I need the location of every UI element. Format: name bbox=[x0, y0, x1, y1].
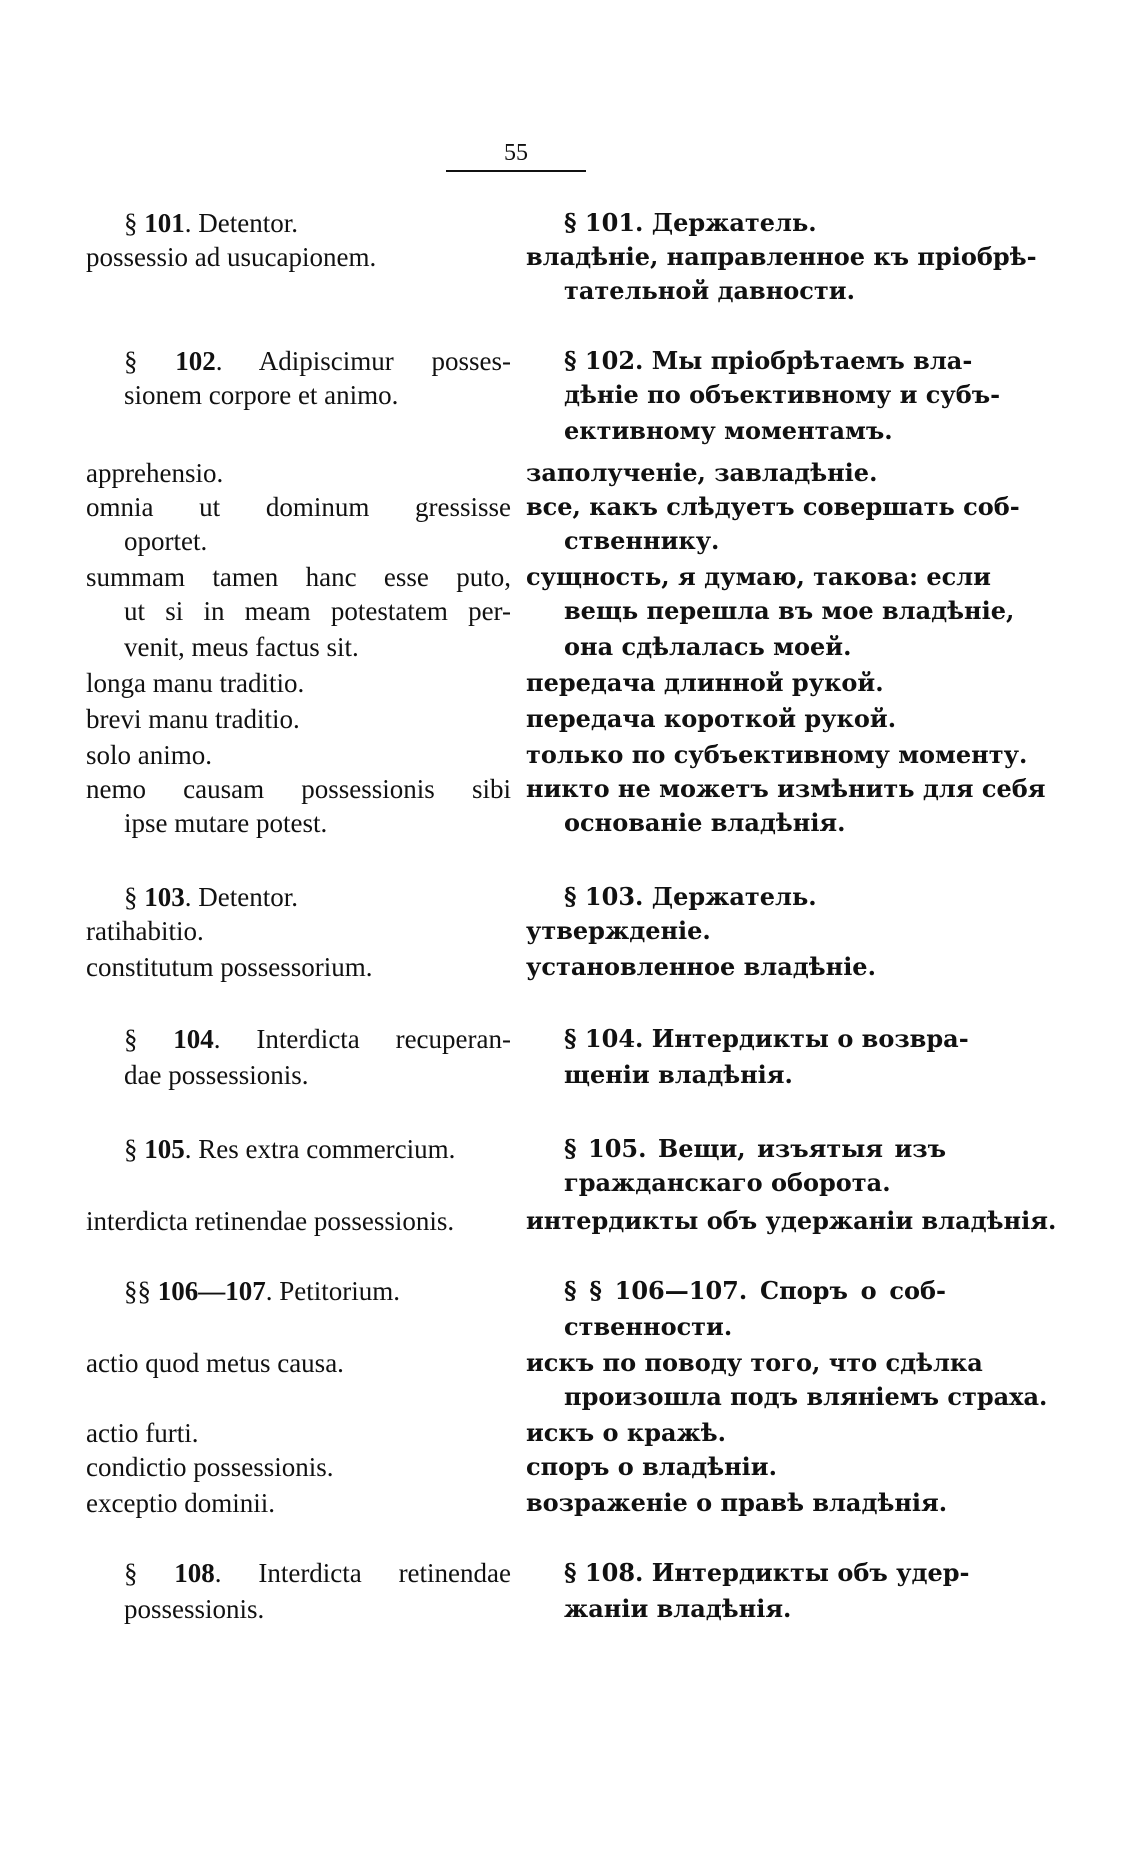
section-sign: § bbox=[564, 1024, 577, 1053]
section-title: . Интердикты о возвра- bbox=[635, 1024, 969, 1053]
russian-line: жаніи владѣнія. bbox=[564, 1594, 792, 1623]
latin-line: constitutum possessorium. bbox=[86, 952, 373, 982]
section-number: 108 bbox=[584, 1558, 636, 1587]
russian-line: щеніи владѣнія. bbox=[564, 1060, 793, 1089]
section-number: 108 bbox=[174, 1558, 215, 1588]
russian-line: споръ о владѣніи. bbox=[526, 1452, 777, 1481]
section-title: . Споръ о соб- bbox=[738, 1276, 946, 1305]
latin-line: actio quod metus causa. bbox=[86, 1348, 344, 1378]
section-sign: § bbox=[124, 346, 138, 376]
latin-line: possessio ad usucapionem. bbox=[86, 242, 377, 272]
russian-section-101-heading bbox=[526, 208, 946, 238]
section-number: 105 bbox=[144, 1134, 185, 1164]
section-number: 101 bbox=[144, 208, 185, 238]
section-sign: § bbox=[564, 1134, 577, 1163]
section-number: 102 bbox=[584, 346, 636, 375]
russian-line: гражданскаго оборота. bbox=[564, 1168, 891, 1197]
section-sign: § bbox=[564, 1558, 577, 1587]
latin-line: apprehensio. bbox=[86, 458, 224, 488]
russian-line: ственности. bbox=[564, 1312, 733, 1341]
latin-line: oportet. bbox=[124, 526, 208, 556]
section-title: . Interdicta retinendae bbox=[214, 1558, 511, 1588]
section-sign: § bbox=[124, 208, 138, 238]
russian-line: искъ по поводу того, что сдѣлка bbox=[526, 1348, 983, 1377]
latin-line: longa manu traditio. bbox=[86, 668, 305, 698]
russian-line: ственнику. bbox=[564, 526, 720, 555]
section-title: . Интердикты объ удер- bbox=[635, 1558, 970, 1587]
section-number: 106—107 bbox=[614, 1276, 739, 1305]
russian-section-108-heading bbox=[526, 1558, 970, 1588]
latin-section-104-heading bbox=[86, 1024, 511, 1054]
latin-section-108-heading bbox=[86, 1558, 511, 1588]
russian-section-102-heading bbox=[526, 346, 973, 376]
section-sign: § bbox=[564, 882, 577, 911]
russian-line: утвержденіе. bbox=[526, 916, 711, 945]
section-title: . Держатель. bbox=[635, 882, 817, 911]
section-sign: § bbox=[564, 346, 577, 375]
latin-line: nemo causam possessionis sibi bbox=[86, 774, 511, 804]
russian-line: установленное владѣніе. bbox=[526, 952, 876, 981]
latin-line: ut si in meam potestatem per- bbox=[124, 596, 511, 626]
section-title: . Detentor. bbox=[184, 882, 298, 912]
section-number: 102 bbox=[175, 346, 216, 376]
latin-line: exceptio dominii. bbox=[86, 1488, 275, 1518]
russian-line: возраженіе о правѣ владѣнія. bbox=[526, 1488, 948, 1517]
page-number-rule bbox=[446, 170, 586, 172]
section-number: 104 bbox=[173, 1024, 214, 1054]
russian-line: произошла подъ вляніемъ страха. bbox=[564, 1382, 1048, 1411]
russian-line: ективному моментамъ. bbox=[564, 416, 893, 445]
section-sign: § § bbox=[564, 1276, 602, 1305]
russian-section-106-heading bbox=[526, 1276, 946, 1306]
latin-line: omnia ut dominum gressisse bbox=[86, 492, 511, 522]
russian-section-105-heading bbox=[526, 1134, 946, 1164]
latin-section-105-heading bbox=[86, 1134, 511, 1164]
russian-line: все, какъ слѣдуетъ совершать соб- bbox=[526, 492, 1020, 521]
section-number: 103 bbox=[144, 882, 185, 912]
section-number: 105 bbox=[588, 1134, 639, 1163]
latin-line: solo animo. bbox=[86, 740, 212, 770]
russian-line: тательной давности. bbox=[564, 276, 855, 305]
russian-line: только по субъективному моменту. bbox=[526, 740, 1028, 769]
russian-line: никто не можетъ измѣнить для себя bbox=[526, 774, 1046, 803]
section-sign: § bbox=[124, 1558, 138, 1588]
section-title: . Petitorium. bbox=[265, 1276, 400, 1306]
russian-line: дѣніе по объективному и субъ- bbox=[564, 380, 1001, 409]
section-number: 101 bbox=[584, 208, 636, 237]
latin-section-106-heading bbox=[86, 1276, 511, 1306]
latin-section-101-heading bbox=[86, 208, 511, 238]
latin-line: summam tamen hanc esse puto, bbox=[86, 562, 511, 592]
section-number: 104 bbox=[584, 1024, 636, 1053]
russian-line: искъ о кражѣ. bbox=[526, 1418, 727, 1447]
section-sign: § bbox=[124, 882, 138, 912]
latin-line: dae possessionis. bbox=[124, 1060, 309, 1090]
latin-line: ratihabitio. bbox=[86, 916, 204, 946]
latin-line: sionem corpore et animo. bbox=[124, 380, 399, 410]
section-number: 106—107 bbox=[157, 1276, 266, 1306]
section-sign: §§ bbox=[124, 1276, 151, 1306]
latin-line: brevi manu traditio. bbox=[86, 704, 300, 734]
latin-section-102-heading bbox=[86, 346, 511, 376]
russian-line: она сдѣлалась моей. bbox=[564, 632, 852, 661]
russian-line: интердикты объ удержаніи владѣнія. bbox=[526, 1206, 1057, 1235]
russian-line: заполученіе, завладѣніе. bbox=[526, 458, 878, 487]
section-number: 103 bbox=[584, 882, 636, 911]
russian-line: передача длинной рукой. bbox=[526, 668, 884, 697]
section-title: . Adipiscimur posses- bbox=[215, 346, 511, 376]
latin-line: actio furti. bbox=[86, 1418, 199, 1448]
latin-line: possessionis. bbox=[124, 1594, 265, 1624]
section-sign: § bbox=[124, 1134, 138, 1164]
russian-section-104-heading bbox=[526, 1024, 969, 1054]
section-title: . Res extra commercium. bbox=[184, 1134, 456, 1164]
section-title: . Interdicta recuperan- bbox=[213, 1024, 511, 1054]
latin-line: interdicta retinendae possessionis. bbox=[86, 1206, 455, 1236]
section-title: . Вещи, изъятыя изъ bbox=[638, 1134, 947, 1163]
russian-line: основаніе владѣнія. bbox=[564, 808, 846, 837]
section-title: . Мы пріобрѣтаемъ вла- bbox=[635, 346, 973, 375]
latin-line: venit, meus factus sit. bbox=[124, 632, 359, 662]
page-number: 55 bbox=[504, 140, 528, 166]
latin-line: condictio possessionis. bbox=[86, 1452, 334, 1482]
russian-line: владѣніе, направленное къ пріобрѣ- bbox=[526, 242, 1037, 271]
latin-line: ipse mutare potest. bbox=[124, 808, 328, 838]
latin-section-103-heading bbox=[86, 882, 511, 912]
russian-line: вещь перешла въ мое владѣніе, bbox=[564, 596, 1015, 625]
section-title: . Держатель. bbox=[635, 208, 817, 237]
section-title: . Detentor. bbox=[184, 208, 298, 238]
russian-section-103-heading bbox=[526, 882, 946, 912]
russian-line: сущность, я думаю, такова: если bbox=[526, 562, 991, 591]
section-sign: § bbox=[564, 208, 577, 237]
russian-line: передача короткой рукой. bbox=[526, 704, 897, 733]
section-sign: § bbox=[124, 1024, 138, 1054]
